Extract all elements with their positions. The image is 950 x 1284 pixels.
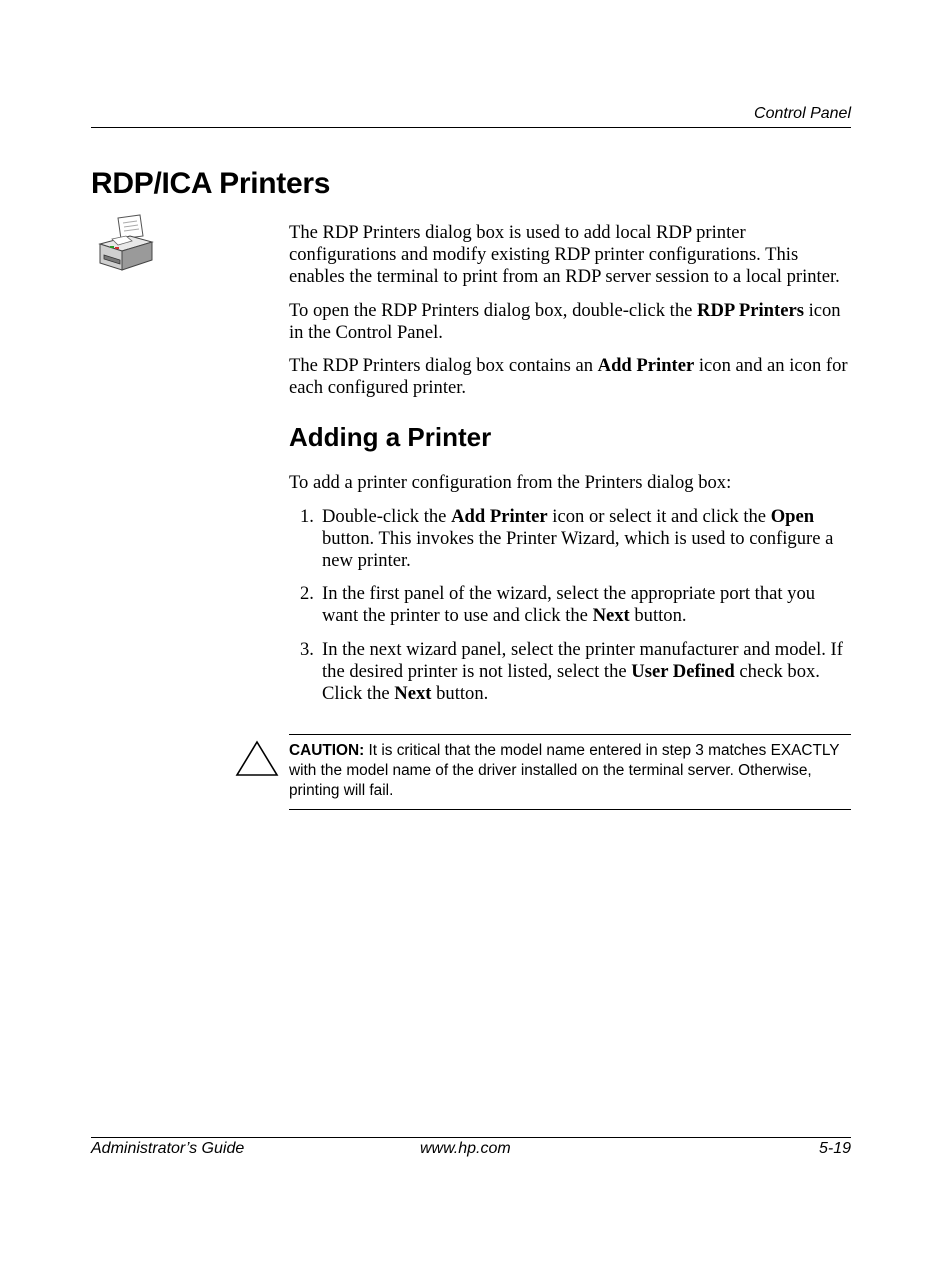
text-run: icon and an icon for each configured printer.: [289, 355, 848, 399]
text-run: check box. Click the: [322, 660, 820, 705]
text-run: To open the RDP Printers dialog box, double-click the: [289, 299, 698, 321]
list-item: [289, 639, 853, 706]
body-column: [289, 222, 853, 716]
caution-text: It is critical that the model name entered in step 3 matches EXACTLY with the model name of the driver installed on the terminal server. Otherwise, printing will fail.: [289, 742, 840, 799]
list-item: [289, 583, 853, 627]
footer-book-title: Administrator’s Guide: [91, 1140, 245, 1157]
printer-icon: [96, 214, 154, 274]
step-number: 3.: [300, 638, 314, 660]
text-run: icon in the Control Panel.: [289, 299, 841, 343]
text-run: The RDP Printers dialog box contains an: [289, 355, 598, 377]
running-header: Control Panel: [754, 105, 851, 122]
bold-term: User Defined: [631, 660, 735, 682]
dialog-contents-paragraph: [289, 355, 853, 399]
bold-term: Next: [592, 605, 630, 627]
bold-term: Next: [394, 683, 432, 705]
caution-label: CAUTION:: [289, 742, 365, 759]
subsection-title: Adding a Printer: [289, 422, 492, 453]
text-run: icon or select it and click the: [547, 505, 771, 527]
bold-term-add-printer: Add Printer: [597, 355, 695, 377]
step-number: 2.: [300, 583, 314, 605]
steps-list: [289, 506, 853, 706]
text-run: button. This invokes the Printer Wizard, which is used to configure a new printer.: [322, 527, 834, 572]
caution-note: [289, 734, 851, 810]
text-run: button.: [431, 683, 489, 705]
bold-term-rdp-printers: RDP Printers: [697, 299, 804, 321]
header-rule: [91, 127, 851, 128]
step-number: 1.: [300, 505, 314, 527]
footer-url: www.hp.com: [420, 1140, 511, 1157]
text-run: button.: [629, 605, 687, 627]
section-title: RDP/ICA Printers: [91, 167, 331, 200]
bold-term: Add Printer: [451, 505, 548, 527]
steps-intro: To add a printer configuration from the Printers dialog box:: [289, 472, 732, 494]
open-instructions-paragraph: [289, 300, 853, 344]
footer-page-number: 5-19: [818, 1140, 851, 1157]
intro-paragraph: The RDP Printers dialog box is used to add local RDP printer configurations and modify existing RDP printer configurations. This enables the terminal to print from an RDP server session to a local printer.: [289, 222, 840, 288]
list-item: [289, 506, 853, 573]
text-run: In the next wizard panel, select the printer manufacturer and model. If the desired printer is not listed, select the: [322, 638, 843, 682]
caution-triangle-icon: [235, 740, 279, 778]
bold-term: Open: [770, 505, 815, 527]
text-run: In the first panel of the wizard, select the appropriate port that you want the printer to use and click the: [322, 583, 816, 627]
text-run: Double-click the: [322, 505, 452, 527]
